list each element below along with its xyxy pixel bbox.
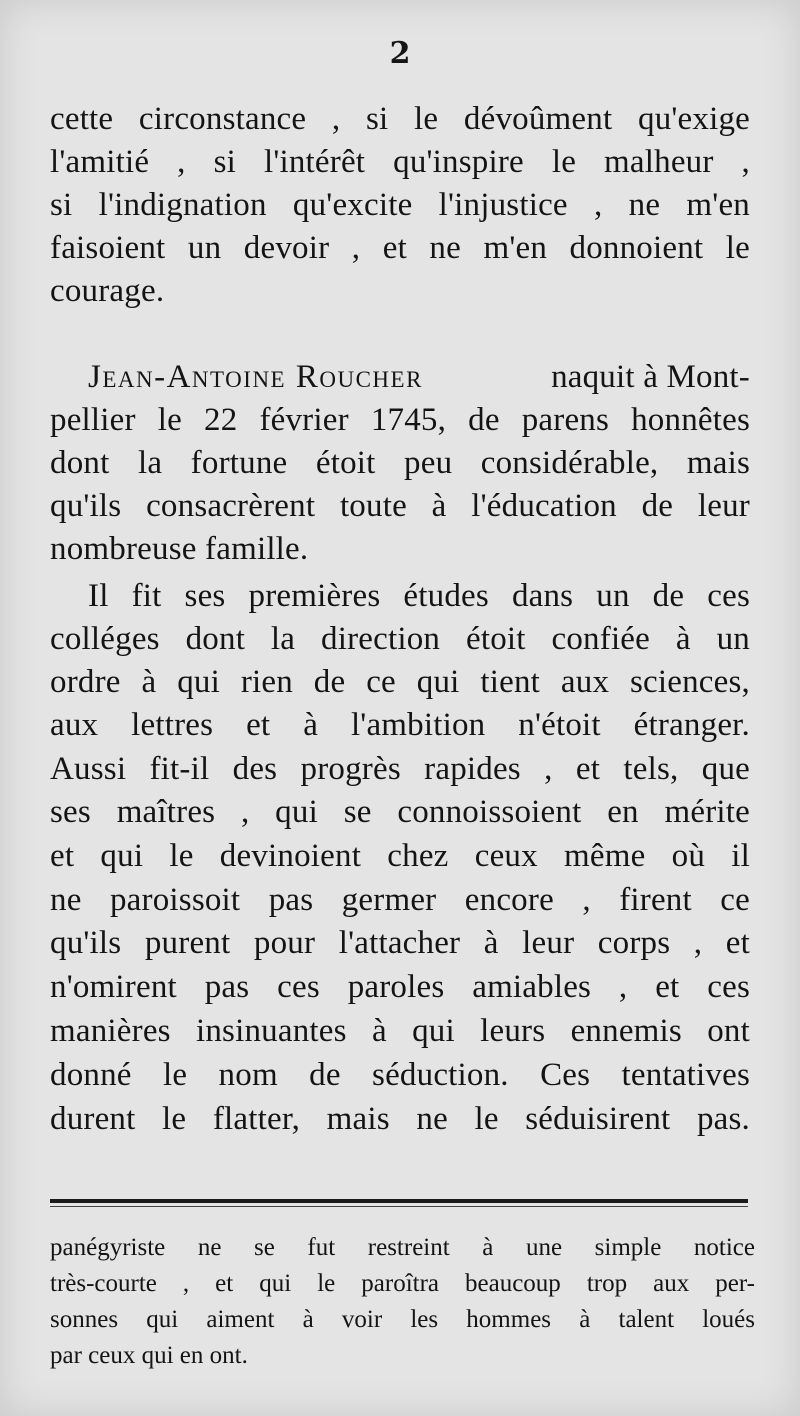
author-name: Jean-Antoine Roucher <box>88 359 423 395</box>
footnote-rule <box>50 1199 748 1203</box>
text-line: ordre à qui rien de ce qui tient aux sciences, <box>50 664 750 700</box>
text-line: n'omirent pas ces paroles amiables , et ces <box>50 969 750 1005</box>
footnote-line: très-courte , et qui le paroîtra beaucoup trop aux per- <box>50 1270 755 1297</box>
text-line: ses maîtres , qui se connoissoient en mérite <box>50 794 750 830</box>
text-line: si l'indignation qu'excite l'injustice , ne m'en <box>50 187 750 223</box>
footnote-line: sonnes qui aiment à voir les hommes à talent loués <box>50 1306 755 1333</box>
text-line: qu'ils purent pour l'attacher à leur corps , et <box>50 925 750 961</box>
text-line: nombreuse famille. <box>50 531 309 567</box>
text-line: qu'ils consacrèrent toute à l'éducation de leur <box>50 488 750 524</box>
text-line: pellier le 22 février 1745, de parens honnêtes <box>50 402 750 438</box>
page-number: 2 <box>389 36 411 71</box>
text-fragment: naquit à Mont- <box>551 359 750 395</box>
footnote-line: par ceux qui en ont. <box>50 1342 248 1369</box>
text-line: cette circonstance , si le dévoûment qu'exige <box>50 101 750 137</box>
text-line: et qui le devinoient chez ceux même où il <box>50 838 750 874</box>
footnote-rule-thin <box>50 1206 748 1207</box>
text-line: Aussi fit-il des progrès rapides , et tels, que <box>50 751 750 787</box>
text-line: ne paroissoit pas germer encore , firent ce <box>50 882 750 918</box>
text-line: l'amitié , si l'intérêt qu'inspire le malheur , <box>50 144 750 180</box>
text-line <box>88 357 750 397</box>
text-line: courage. <box>50 273 165 309</box>
text-line: colléges dont la direction étoit confiée à un <box>50 621 750 657</box>
text-line: aux lettres et à l'ambition n'étoit étranger. <box>50 707 750 743</box>
text-line: faisoient un devoir , et ne m'en donnoient le <box>50 230 750 266</box>
footnote-line: panégyriste ne se fut restreint à une simple notice <box>50 1234 755 1261</box>
text-line: manières insinuantes à qui leurs ennemis ont <box>50 1013 750 1049</box>
text-line: donné le nom de séduction. Ces tentatives <box>50 1057 750 1093</box>
text-line: durent le flatter, mais ne le séduisirent pas. <box>50 1101 750 1137</box>
text-line: dont la fortune étoit peu considérable, mais <box>50 445 750 481</box>
text-line: Il fit ses premières études dans un de ces <box>88 578 750 614</box>
